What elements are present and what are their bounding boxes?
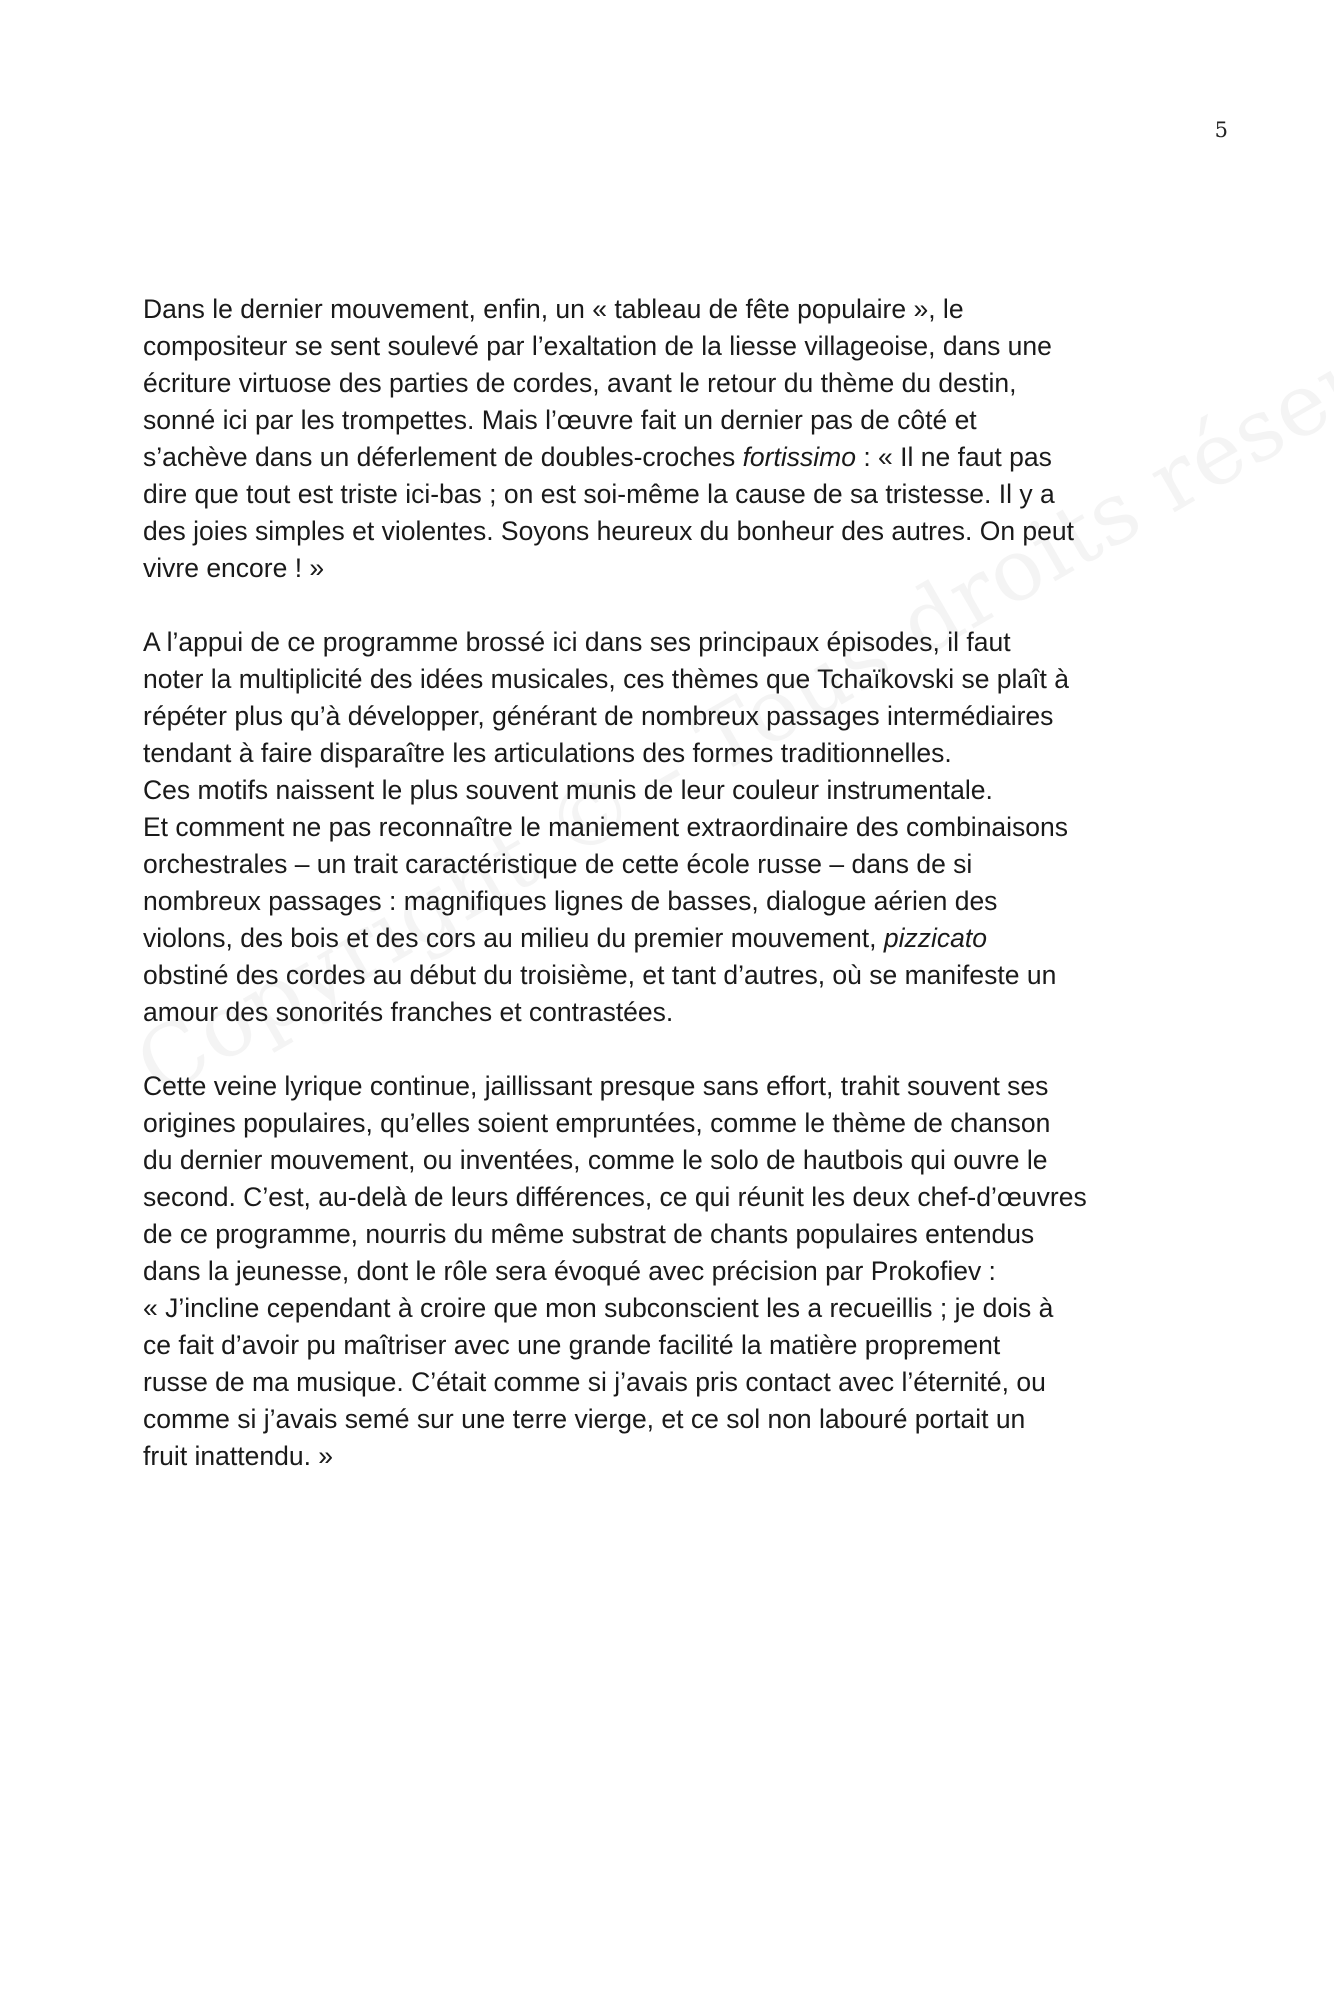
text-run: dans la jeunesse, dont le rôle sera évoqué avec précision par Prokofiev : [143,1256,996,1286]
text-run: s’achève dans un déferlement de doubles-croches [143,442,743,472]
text-line [143,920,1198,957]
text-line [143,1105,1198,1142]
text-run: répéter plus qu’à développer, générant de nombreux passages intermédiaires [143,701,1054,731]
text-line [143,1327,1198,1364]
text-line [143,994,1198,1031]
page-number: 5 [1214,118,1228,142]
text-line [143,550,1198,587]
text-line [143,1438,1198,1475]
text-run: second. C’est, au-delà de leurs différences, ce qui réunit les deux chef-d’œuvres [143,1182,1087,1212]
text-line [143,698,1198,735]
text-run: Ces motifs naissent le plus souvent munis de leur couleur instrumentale. [143,775,993,805]
text-line [143,328,1198,365]
paragraph [143,624,1198,1031]
text-run: A l’appui de ce programme brossé ici dans ses principaux épisodes, il faut [143,627,1011,657]
text-line [143,476,1198,513]
paragraph [143,291,1198,587]
text-line [143,809,1198,846]
text-line [143,846,1198,883]
text-run: Dans le dernier mouvement, enfin, un « tableau de fête populaire », le [143,294,964,324]
text-line [143,1401,1198,1438]
paragraph [143,1068,1198,1475]
italic-term: pizzicato [883,923,987,953]
text-line [143,1068,1198,1105]
text-run: nombreux passages : magnifiques lignes de basses, dialogue aérien des [143,886,998,916]
body-text [143,291,1198,1475]
text-run: obstiné des cordes au début du troisième, et tant d’autres, où se manifeste un [143,960,1057,990]
text-run: fruit inattendu. » [143,1441,334,1471]
text-run: orchestrales – un trait caractéristique de cette école russe – dans de si [143,849,973,879]
text-line [143,1142,1198,1179]
text-run: : « Il ne faut pas [855,442,1052,472]
italic-term: fortissimo [742,442,856,472]
text-run: origines populaires, qu’elles soient empruntées, comme le thème de chanson [143,1108,1051,1138]
text-line [143,661,1198,698]
text-line [143,439,1198,476]
text-run: russe de ma musique. C’était comme si j’avais pris contact avec l’éternité, ou [143,1367,1046,1397]
text-line [143,1253,1198,1290]
text-line [143,883,1198,920]
text-run: violons, des bois et des cors au milieu du premier mouvement, [143,923,884,953]
text-line [143,291,1198,328]
text-line [143,1179,1198,1216]
text-line [143,624,1198,661]
text-line [143,957,1198,994]
text-run: compositeur se sent soulevé par l’exaltation de la liesse villageoise, dans une [143,331,1052,361]
text-run: sonné ici par les trompettes. Mais l’œuvre fait un dernier pas de côté et [143,405,977,435]
text-run: tendant à faire disparaître les articulations des formes traditionnelles. [143,738,952,768]
text-line [143,1216,1198,1253]
text-line [143,735,1198,772]
text-run: du dernier mouvement, ou inventées, comme le solo de hautbois qui ouvre le [143,1145,1048,1175]
text-run: écriture virtuose des parties de cordes, avant le retour du thème du destin, [143,368,1017,398]
text-run: comme si j’avais semé sur une terre vierge, et ce sol non labouré portait un [143,1404,1026,1434]
text-run: « J’incline cependant à croire que mon subconscient les a recueillis ; je dois à [143,1293,1054,1323]
text-run: de ce programme, nourris du même substrat de chants populaires entendus [143,1219,1035,1249]
text-line [143,1290,1198,1327]
text-run: amour des sonorités franches et contrastées. [143,997,674,1027]
text-run: Et comment ne pas reconnaître le maniement extraordinaire des combinaisons [143,812,1069,842]
text-line [143,513,1198,550]
text-run: vivre encore ! » [143,553,325,583]
text-line [143,402,1198,439]
text-line [143,365,1198,402]
text-line [143,772,1198,809]
text-run: dire que tout est triste ici-bas ; on est soi-même la cause de sa tristesse. Il y a [143,479,1055,509]
text-line [143,1364,1198,1401]
text-run: Cette veine lyrique continue, jaillissant presque sans effort, trahit souvent ses [143,1071,1049,1101]
text-run: ce fait d’avoir pu maîtriser avec une grande facilité la matière proprement [143,1330,1001,1360]
text-run: des joies simples et violentes. Soyons heureux du bonheur des autres. On peut [143,516,1075,546]
text-run: noter la multiplicité des idées musicales, ces thèmes que Tchaïkovski se plaît à [143,664,1069,694]
